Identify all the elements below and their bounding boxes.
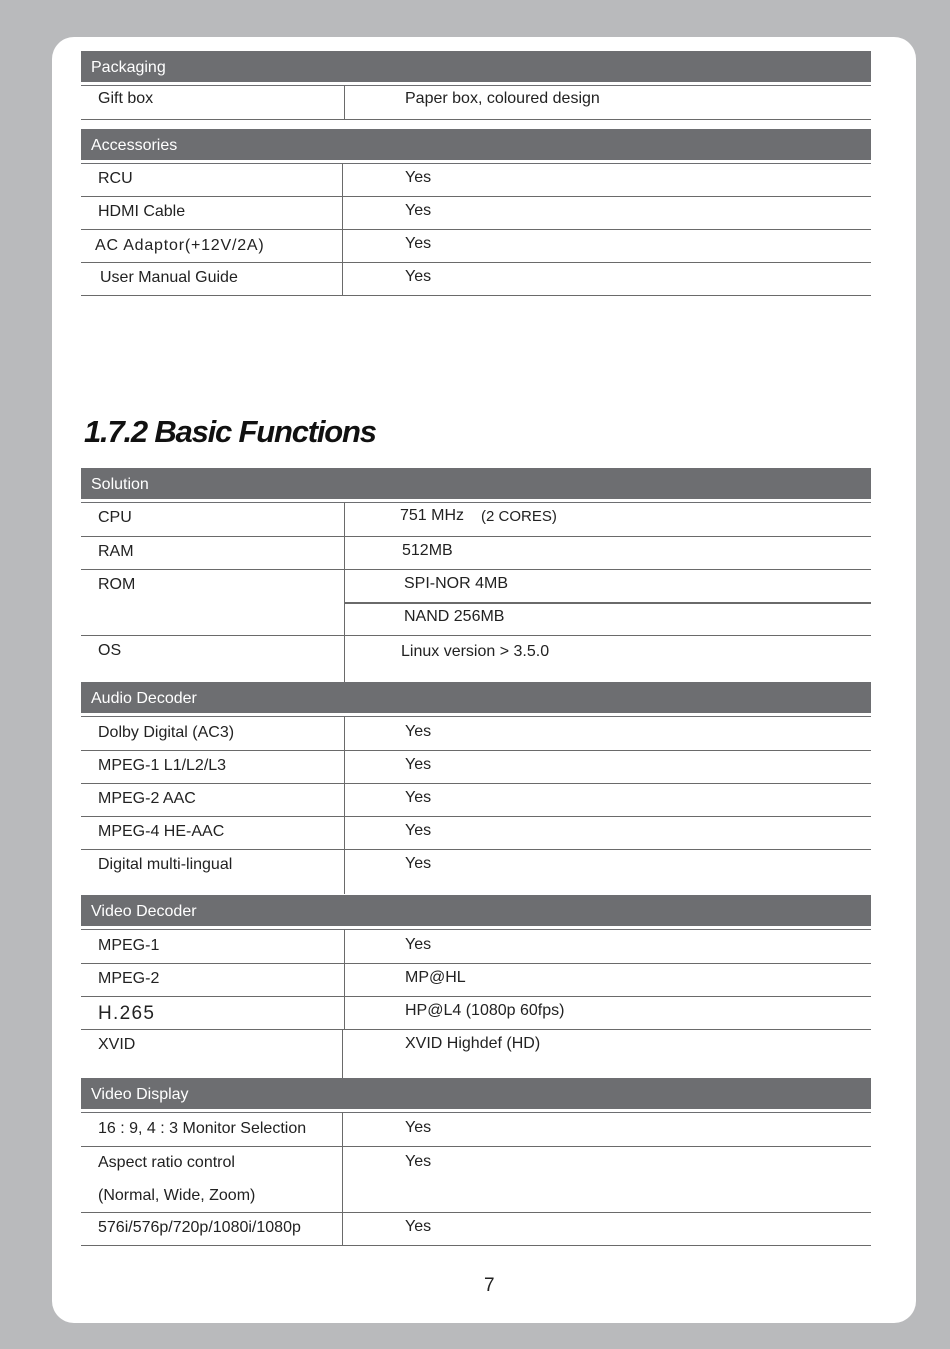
row-value: Yes: [405, 1218, 432, 1235]
column-divider: [342, 1147, 343, 1213]
row-value: Yes: [405, 202, 432, 219]
column-divider: [342, 263, 343, 296]
video-decoder-header: Video Decoder: [81, 895, 871, 929]
column-divider: [344, 929, 345, 964]
row-value: Yes: [405, 268, 432, 285]
column-divider: [344, 784, 345, 817]
table-row: [81, 230, 871, 263]
table-row: [81, 1030, 871, 1078]
row-label: H.265: [98, 1003, 156, 1024]
table-row: [81, 85, 871, 120]
row-label: 576i/576p/720p/1080i/1080p: [98, 1219, 301, 1236]
audio-decoder-header: Audio Decoder: [81, 682, 871, 716]
table-row: [81, 929, 871, 964]
row-value: Yes: [405, 789, 432, 806]
row-label: MPEG-2: [98, 970, 160, 987]
row-value: SPI-NOR 4MB: [404, 575, 509, 592]
column-divider: [342, 163, 343, 197]
row-label: Gift box: [98, 90, 154, 107]
row-value: NAND 256MB: [404, 608, 505, 625]
row-value: 512MB: [402, 542, 453, 559]
row-label: Aspect ratio control: [98, 1154, 235, 1171]
section-title: 1.7.2 Basic Functions: [84, 414, 376, 449]
row-label: ROM: [98, 576, 136, 593]
row-label: MPEG-4 HE-AAC: [98, 823, 225, 840]
table-row: [81, 997, 871, 1030]
column-divider: [344, 850, 345, 894]
table-row: [81, 163, 871, 197]
packaging-header: Packaging: [81, 51, 871, 85]
table-row: [81, 1213, 871, 1246]
table-row: [81, 817, 871, 850]
row-label: XVID: [98, 1036, 136, 1053]
video-decoder-table: [81, 895, 871, 1078]
row-value: Yes: [405, 855, 432, 872]
column-divider: [342, 1030, 343, 1079]
column-divider: [344, 817, 345, 850]
table-row: [81, 1112, 871, 1147]
row-value: Yes: [405, 235, 432, 252]
row-value: Paper box, coloured design: [405, 90, 600, 107]
row-label: OS: [98, 642, 122, 659]
row-value: Linux version > 3.5.0: [401, 643, 550, 660]
video-display-header: Video Display: [81, 1078, 871, 1112]
row-divider: [345, 602, 871, 604]
table-row: [81, 636, 871, 681]
column-divider: [342, 1213, 343, 1246]
table-row: [81, 1147, 871, 1213]
row-label: MPEG-2 AAC: [98, 790, 196, 807]
row-label: Digital multi-lingual: [98, 856, 233, 873]
row-value: XVID Highdef (HD): [405, 1035, 541, 1052]
row-label: MPEG-1: [98, 937, 160, 954]
table-row: [81, 850, 871, 893]
row-note: (2 CORES): [481, 508, 557, 525]
solution-table: [81, 468, 871, 681]
solution-header: Solution: [81, 468, 871, 502]
table-row: [81, 502, 871, 537]
column-divider: [342, 230, 343, 263]
page-number: 7: [484, 1275, 495, 1296]
row-label: User Manual Guide: [100, 269, 238, 286]
row-label: Dolby Digital (AC3): [98, 724, 235, 741]
accessories-header: Accessories: [81, 129, 871, 163]
row-value: Yes: [405, 936, 432, 953]
row-value: Yes: [405, 1153, 432, 1170]
row-label: RAM: [98, 543, 134, 560]
row-value: HP@L4 (1080p 60fps): [405, 1002, 565, 1019]
column-divider: [342, 197, 343, 230]
row-label: RCU: [98, 170, 133, 187]
packaging-table: [81, 51, 871, 120]
row-value: Yes: [405, 169, 432, 186]
column-divider: [344, 751, 345, 784]
column-divider: [344, 716, 345, 751]
table-row: [81, 263, 871, 296]
row-value: Yes: [405, 723, 432, 740]
row-value: 751 MHz: [400, 507, 465, 524]
column-divider: [344, 997, 345, 1030]
row-value: MP@HL: [405, 969, 466, 986]
table-row: [81, 537, 871, 570]
row-label: AC Adaptor(+12V/2A): [95, 237, 265, 254]
table-row: [81, 751, 871, 784]
row-value: Yes: [405, 1119, 432, 1136]
row-label: 16 : 9, 4 : 3 Monitor Selection: [98, 1120, 307, 1137]
table-row: [81, 716, 871, 751]
column-divider: [344, 964, 345, 997]
accessories-table: [81, 129, 871, 296]
column-divider: [344, 85, 345, 120]
row-label: HDMI Cable: [98, 203, 186, 220]
row-label: MPEG-1 L1/L2/L3: [98, 757, 227, 774]
table-row: [81, 964, 871, 997]
row-label-secondary: (Normal, Wide, Zoom): [98, 1187, 256, 1204]
row-value: Yes: [405, 822, 432, 839]
audio-decoder-table: [81, 682, 871, 893]
column-divider: [342, 1112, 343, 1147]
column-divider: [344, 636, 345, 682]
table-row: [81, 570, 871, 636]
row-label: CPU: [98, 509, 132, 526]
table-row: [81, 784, 871, 817]
video-display-table: [81, 1078, 871, 1246]
table-row: [81, 197, 871, 230]
row-value: Yes: [405, 756, 432, 773]
column-divider: [344, 502, 345, 537]
column-divider: [344, 537, 345, 570]
